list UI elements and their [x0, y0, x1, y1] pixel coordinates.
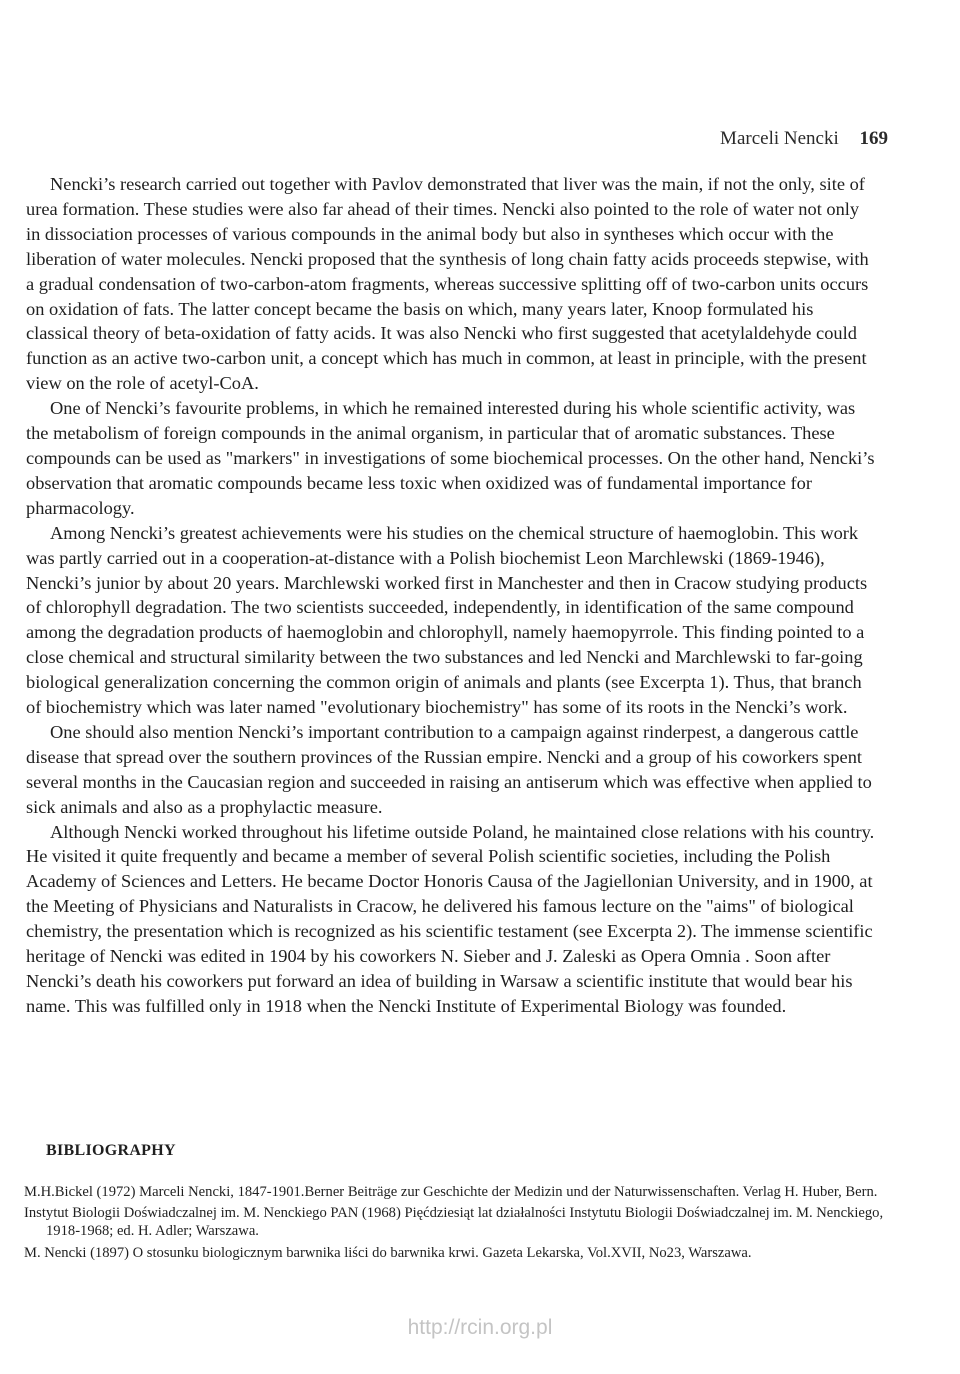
page-number: 169 — [859, 128, 888, 149]
running-title: Marceli Nencki — [720, 128, 839, 149]
paragraph: Among Nencki’s greatest achievements were his studies on the chemical structure of haemoglobin. This work was partly carried out in a cooperation-at-distance with a Polish biochemist Leon Marchlewski (1869-1946), Nencki’s junior by about 20 years. Marchlewski worked first in Manchester and then in Cracow studying products of chlorophyll degradation. The two scientists succeeded, independently, in identification of the same compound among the degradation products of haemoglobin and chlorophyll, namely haemopyrrole. This finding pointed to a close chemical and structural similarity between the two substances and led Nencki and Marchlewski to far-going biological generalization concerning the common origin of animals and plants (see Excerpta 1). Thus, that branch of biochemistry which was later named "evolutionary biochemistry" has some of its roots in the Nencki’s work. — [26, 522, 868, 718]
footer-url: http://rcin.org.pl — [407, 1316, 553, 1339]
body-text — [26, 172, 876, 1019]
bibliography-entry: M. Nencki (1897) O stosunku biologicznym barwnika liści do barwnika krwi. Gazeta Lekarska, Vol.XVII, No23, Warszawa. — [24, 1244, 752, 1261]
paragraph: One of Nencki’s favourite problems, in which he remained interested during his whole scientific activity, was the metabolism of foreign compounds in the animal organism, in particular that of aromatic substances. These compounds can be used as "markers" in investigations of some biochemical processes. On the other hand, Nencki’s observation that aromatic compounds became less toxic when oxidized was of fundamental importance for pharmacology. — [26, 398, 875, 518]
bibliography-entry: M.H.Bickel (1972) Marceli Nencki, 1847-1901.Berner Beiträge zur Geschichte der Medizin und der Naturwissenschaften. Verlag H. Huber, Bern. — [24, 1184, 878, 1200]
paragraph: One should also mention Nencki’s important contribution to a campaign against rinderpest, a dangerous cattle disease that spread over the southern provinces of the Russian empire. Nencki and a group of his coworkers spent several months in the Caucasian region and succeeded in raising an antiserum which was effective when applied to sick animals and also as a prophylactic measure. — [26, 721, 872, 817]
page-header — [720, 128, 888, 150]
bibliography-entry: Instytut Biologii Doświadczalnej im. M. Nenckiego PAN (1968) Pięćdziesiąt lat działalności Instytutu Biologii Doświadczalnej im. M. Nenckiego, 1918-1968; ed. H. Adler; Warszawa. — [24, 1205, 884, 1240]
paragraph: Although Nencki worked throughout his lifetime outside Poland, he maintained close relations with his country. He visited it quite frequently and became a member of several Polish scientific societies, including the Polish Academy of Sciences and Letters. He became Doctor Honoris Causa of the Jagiellonian University, and in 1900, at the Meeting of Physicians and Naturalists in Cracow, he delivered his famous lecture on the "aims" of biological chemistry, the presentation which is recognized as his scientific testament (see Excerpta 2). The immense scientific heritage of Nencki was edited in 1904 by his coworkers N. Sieber and J. Zaleski as Opera Omnia . Soon after Nencki’s death his coworkers put forward an idea of building in Warsaw a scientific institute that would bear his name. This was fulfilled only in 1918 when the Nencki Institute of Experimental Biology was founded. — [26, 821, 875, 1016]
bibliography-heading: BIBLIOGRAPHY — [46, 1142, 176, 1159]
bibliography-list — [24, 1183, 884, 1265]
paragraph: Nencki’s research carried out together with Pavlov demonstrated that liver was the main, if not the only, site of urea formation. These studies were also far ahead of their times. Nencki also pointed to the role of water not only in dissociation processes of various compounds in the animal body but also in syntheses which occur with the liberation of water molecules. Nencki proposed that the synthesis of long chain fatty acids proceeds stepwise, with a gradual condensation of two-carbon-atom fragments, whereas successive splitting off of two-carbon units occurs on oxidation of fats. The latter concept became the basis on which, many years later, Knoop formulated his classical theory of beta-oxidation of fatty acids. It was also Nencki who first suggested that acetylaldehyde could function as an active two-carbon unit, a concept which has much in common, at least in principle, with the present view on the role of acetyl-CoA. — [26, 174, 869, 394]
